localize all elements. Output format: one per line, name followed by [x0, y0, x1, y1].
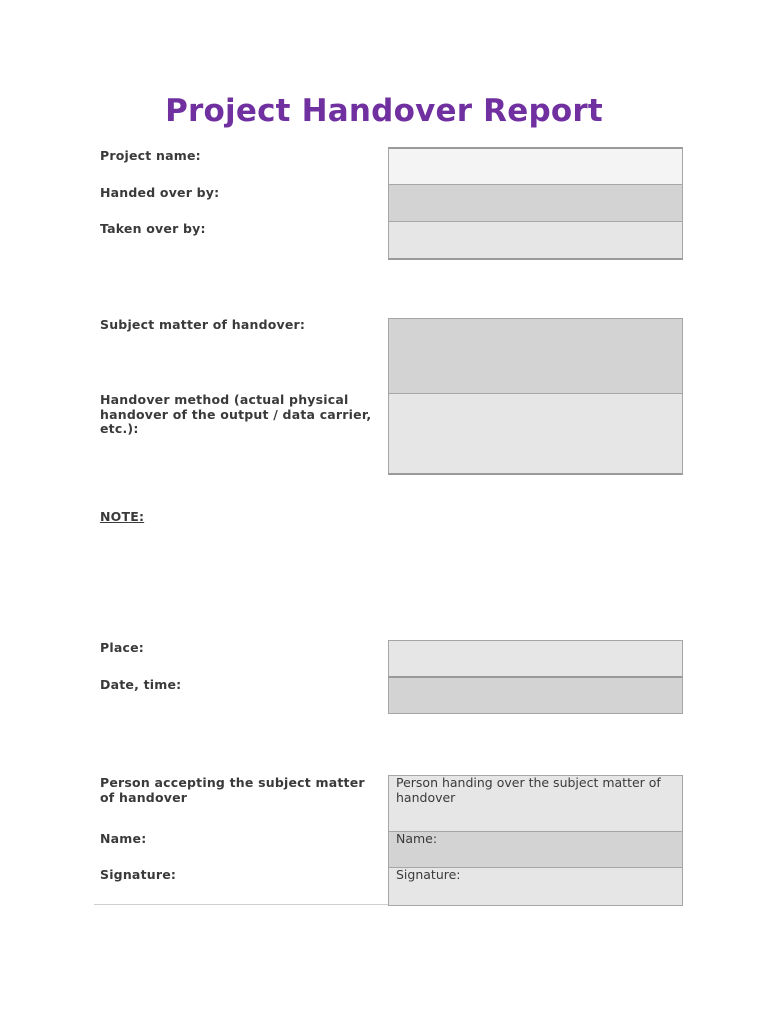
- handing-over-signature-field[interactable]: [388, 867, 683, 906]
- handing-over-person-field[interactable]: [388, 775, 683, 832]
- signature-line: [94, 904, 388, 905]
- accepting-name-label: Name:: [100, 831, 147, 846]
- handover-method-field[interactable]: [388, 393, 683, 475]
- handover-method-label: Handover method (actual physical handover of the output / data carrier, etc.):: [100, 392, 372, 436]
- subject-matter-field[interactable]: [388, 318, 683, 394]
- handed-over-by-label: Handed over by:: [100, 185, 220, 200]
- handing-over-person-label: Person handing over the subject matter of handover: [396, 775, 661, 805]
- handing-over-signature-label: Signature:: [396, 867, 461, 882]
- handing-over-name-label: Name:: [396, 831, 438, 846]
- place-label: Place:: [100, 640, 144, 655]
- page-title: Project Handover Report: [165, 93, 603, 129]
- accepting-signature-label: Signature:: [100, 867, 177, 882]
- project-name-label: Project name:: [100, 148, 201, 163]
- handed-over-by-field[interactable]: [388, 184, 683, 222]
- date-time-field[interactable]: [388, 676, 683, 714]
- accepting-person-label: Person accepting the subject matter of handover: [100, 775, 365, 805]
- subject-matter-label: Subject matter of handover:: [100, 317, 306, 332]
- note-label: NOTE:: [100, 509, 145, 524]
- handing-over-name-field[interactable]: [388, 831, 683, 869]
- project-name-field[interactable]: [388, 147, 683, 185]
- taken-over-by-field[interactable]: [388, 221, 683, 260]
- taken-over-by-label: Taken over by:: [100, 221, 206, 236]
- place-field[interactable]: [388, 640, 683, 678]
- date-time-label: Date, time:: [100, 677, 182, 692]
